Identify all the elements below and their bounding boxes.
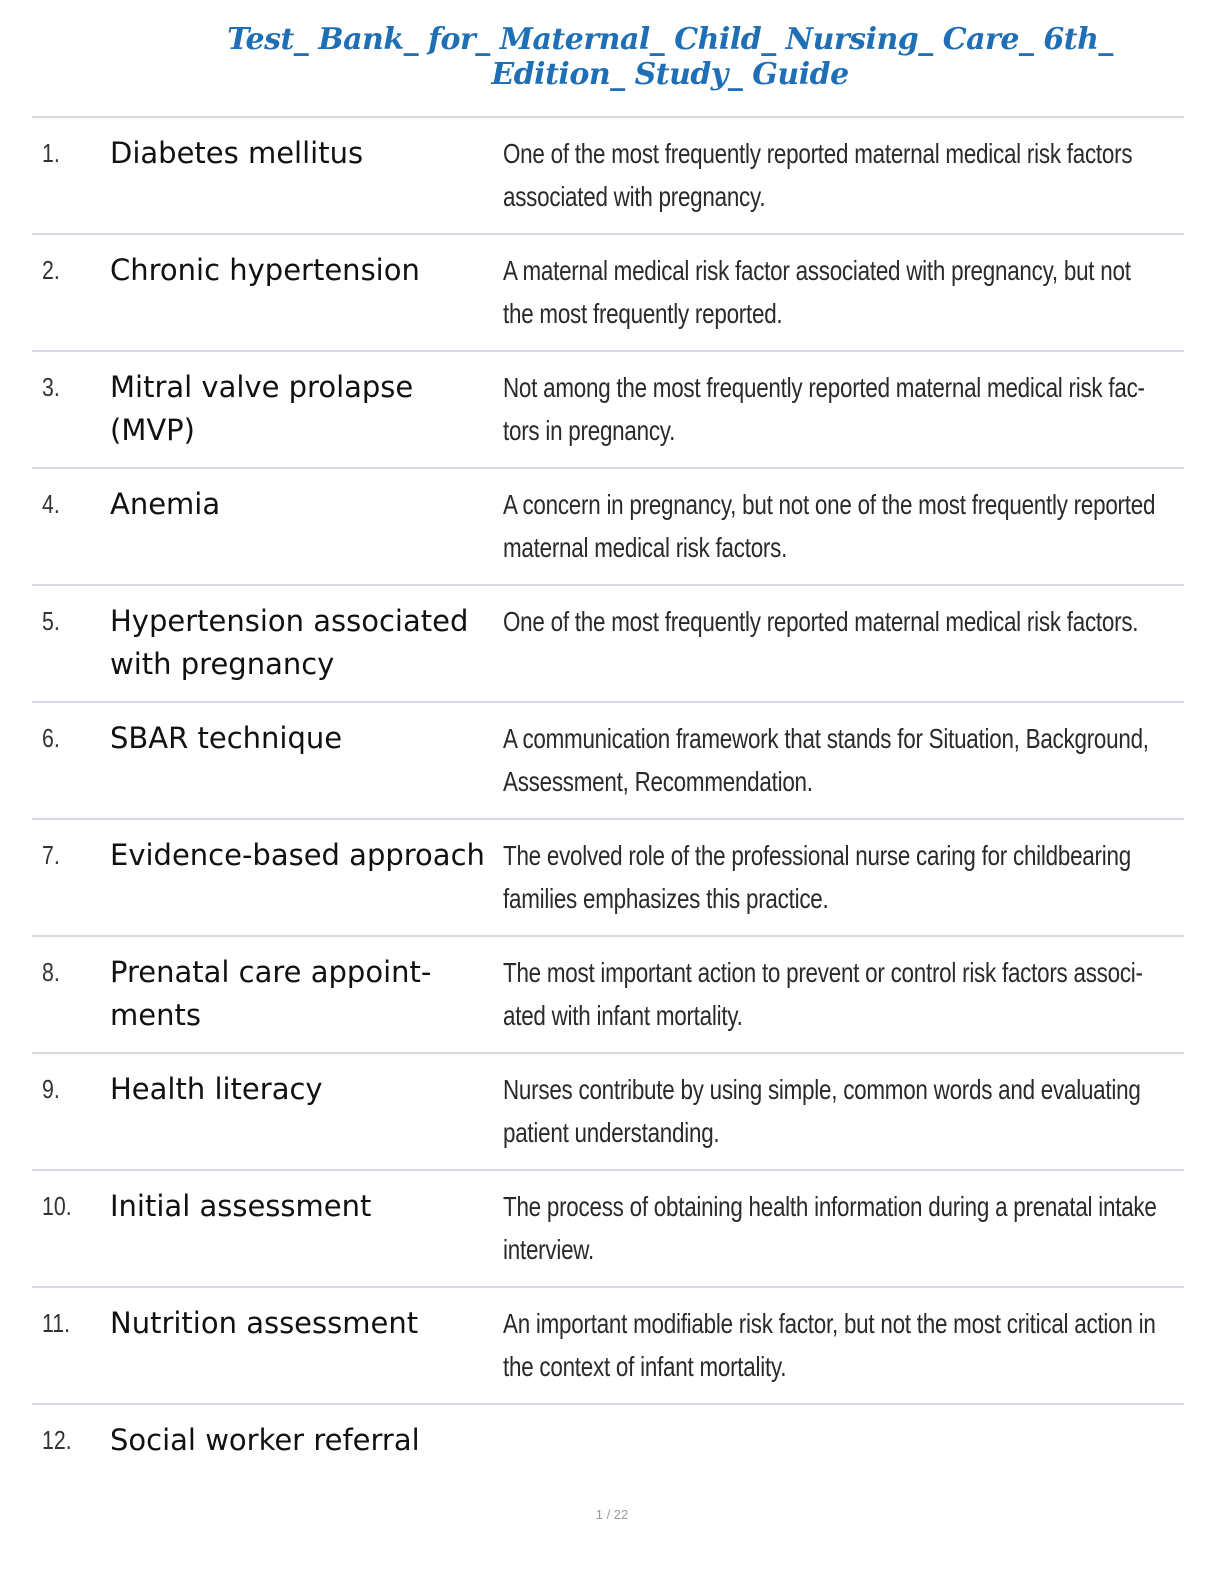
item-definition: The evolved role of the professional nurse caring for childbearing families emphasizes this practice. bbox=[503, 840, 1131, 914]
item-term: Diabetes mellitus bbox=[110, 136, 364, 170]
item-term: Health literacy bbox=[110, 1072, 323, 1106]
item-definition: Not among the most frequently reported maternal medical risk fac-tors in pregnancy. bbox=[503, 372, 1145, 446]
list-item bbox=[32, 1405, 1184, 1520]
list-item bbox=[32, 469, 1184, 586]
item-number: 11. bbox=[42, 1308, 71, 1338]
title-line-1: Test_ Bank_ for_ Maternal_ Child_ Nursing_ Care_ 6th_ bbox=[227, 22, 1113, 57]
item-term: Social worker referral bbox=[110, 1423, 420, 1457]
list-item bbox=[32, 235, 1184, 352]
item-definition: A communication framework that stands for Situation, Background, Assessment, Recommendation. bbox=[503, 723, 1149, 797]
item-number: 6. bbox=[42, 723, 60, 753]
list-item bbox=[32, 352, 1184, 469]
item-number: 12. bbox=[42, 1425, 72, 1455]
item-definition: The most important action to prevent or control risk factors associ-ated with infant mortality. bbox=[503, 957, 1143, 1031]
item-term: Hypertension associated with pregnancy bbox=[110, 604, 469, 681]
item-definition: A maternal medical risk factor associated with pregnancy, but not the most frequently reported. bbox=[503, 255, 1131, 329]
list-item bbox=[32, 937, 1184, 1054]
item-number: 10. bbox=[42, 1191, 72, 1221]
item-number: 4. bbox=[42, 489, 60, 519]
item-term: Nutrition assessment bbox=[110, 1306, 419, 1340]
item-term: Mitral valve prolapse (MVP) bbox=[110, 370, 414, 447]
item-number: 8. bbox=[42, 957, 60, 987]
item-term: Initial assessment bbox=[110, 1189, 372, 1223]
item-definition: One of the most frequently reported maternal medical risk factors associated with pregnancy. bbox=[503, 138, 1133, 212]
title-line-2: Edition_ Study_ Guide bbox=[491, 57, 849, 92]
item-definition: One of the most frequently reported maternal medical risk factors. bbox=[503, 606, 1139, 637]
item-number: 9. bbox=[42, 1074, 60, 1104]
item-number: 5. bbox=[42, 606, 60, 636]
item-definition: The process of obtaining health information during a prenatal intake interview. bbox=[503, 1191, 1157, 1265]
list-item bbox=[32, 586, 1184, 703]
item-definition: An important modifiable risk factor, but not the most critical action in the context of infant mortality. bbox=[503, 1308, 1156, 1382]
page-number: 1 / 22 bbox=[595, 1507, 629, 1522]
list-item bbox=[32, 1288, 1184, 1405]
item-number: 2. bbox=[42, 255, 60, 285]
item-term: Prenatal care appoint-ments bbox=[110, 955, 432, 1032]
list-item bbox=[32, 1171, 1184, 1288]
item-term: Evidence-based approach bbox=[110, 838, 485, 872]
item-number: 7. bbox=[42, 840, 60, 870]
item-term: SBAR technique bbox=[110, 721, 343, 755]
item-term: Chronic hypertension bbox=[110, 253, 420, 287]
item-definition: A concern in pregnancy, but not one of the most frequently reported maternal medical risk factors. bbox=[503, 489, 1156, 563]
document-title bbox=[200, 22, 1140, 92]
flashcard-list bbox=[32, 116, 1184, 1520]
list-item bbox=[32, 118, 1184, 235]
item-number: 3. bbox=[42, 372, 60, 402]
list-item bbox=[32, 820, 1184, 937]
item-definition: Nurses contribute by using simple, common words and evaluating patient understanding. bbox=[503, 1074, 1141, 1148]
list-item bbox=[32, 703, 1184, 820]
list-item bbox=[32, 1054, 1184, 1171]
item-term: Anemia bbox=[110, 487, 221, 521]
item-number: 1. bbox=[42, 138, 60, 168]
